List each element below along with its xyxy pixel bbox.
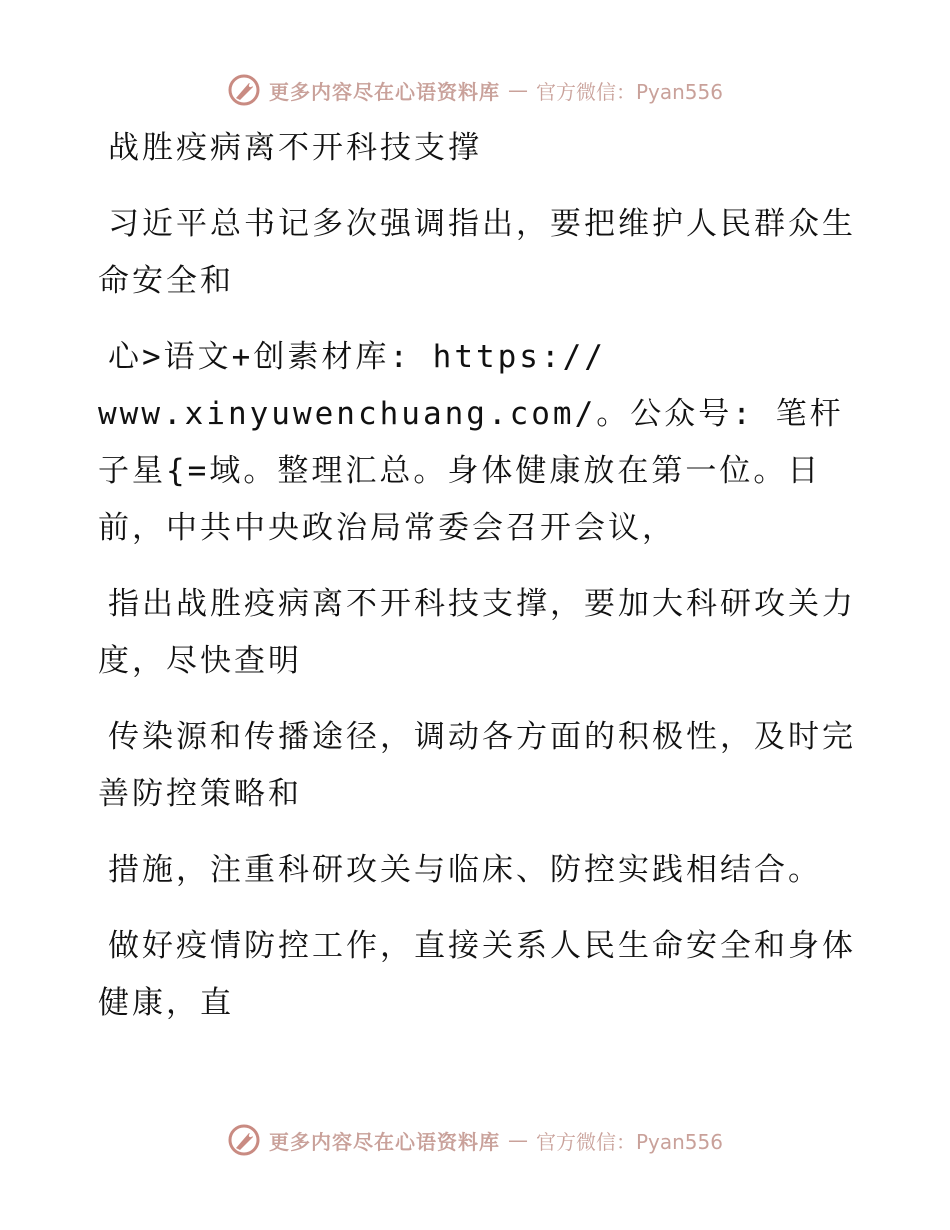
paragraph-source-link: 心>语文+创素材库: https:// — [108, 339, 606, 375]
watermark-text: 更多内容尽在心语资料库 — [268, 79, 500, 104]
pen-nib-logo-icon — [227, 73, 261, 107]
paragraph: 措施，注重科研攻关与临床、防控实践相结合。 — [108, 852, 822, 888]
paragraph: 指出战胜疫病离不开科技支撑，要加大科研攻关力度，尽快查明 — [98, 586, 856, 679]
watermark-wechat: 官方微信：Pyan556 — [535, 1129, 723, 1154]
paragraph: 传染源和传播途径，调动各方面的积极性，及时完善防控策略和 — [98, 719, 856, 812]
paragraph: 习近平总书记多次强调指出，要把维护人民群众生命安全和 — [98, 206, 856, 299]
footer-watermark — [0, 1120, 950, 1160]
watermark-separator: — — [507, 78, 528, 102]
paragraph-title: 战胜疫病离不开科技支撑 — [108, 130, 482, 166]
paragraph: www.xinyuwenchuang.com/。公众号: 笔杆子星{=域。整理汇总。身体健康放在第一位。日前，中共中央政治局常委会召开会议， — [98, 396, 844, 546]
watermark-separator: — — [507, 1128, 528, 1152]
document-body — [98, 120, 858, 1032]
pen-nib-logo-icon — [227, 1123, 261, 1157]
paragraph: 做好疫情防控工作，直接关系人民生命安全和身体健康，直 — [98, 928, 856, 1021]
watermark-wechat: 官方微信：Pyan556 — [535, 79, 723, 104]
header-watermark — [0, 70, 950, 110]
watermark-text: 更多内容尽在心语资料库 — [268, 1129, 500, 1154]
